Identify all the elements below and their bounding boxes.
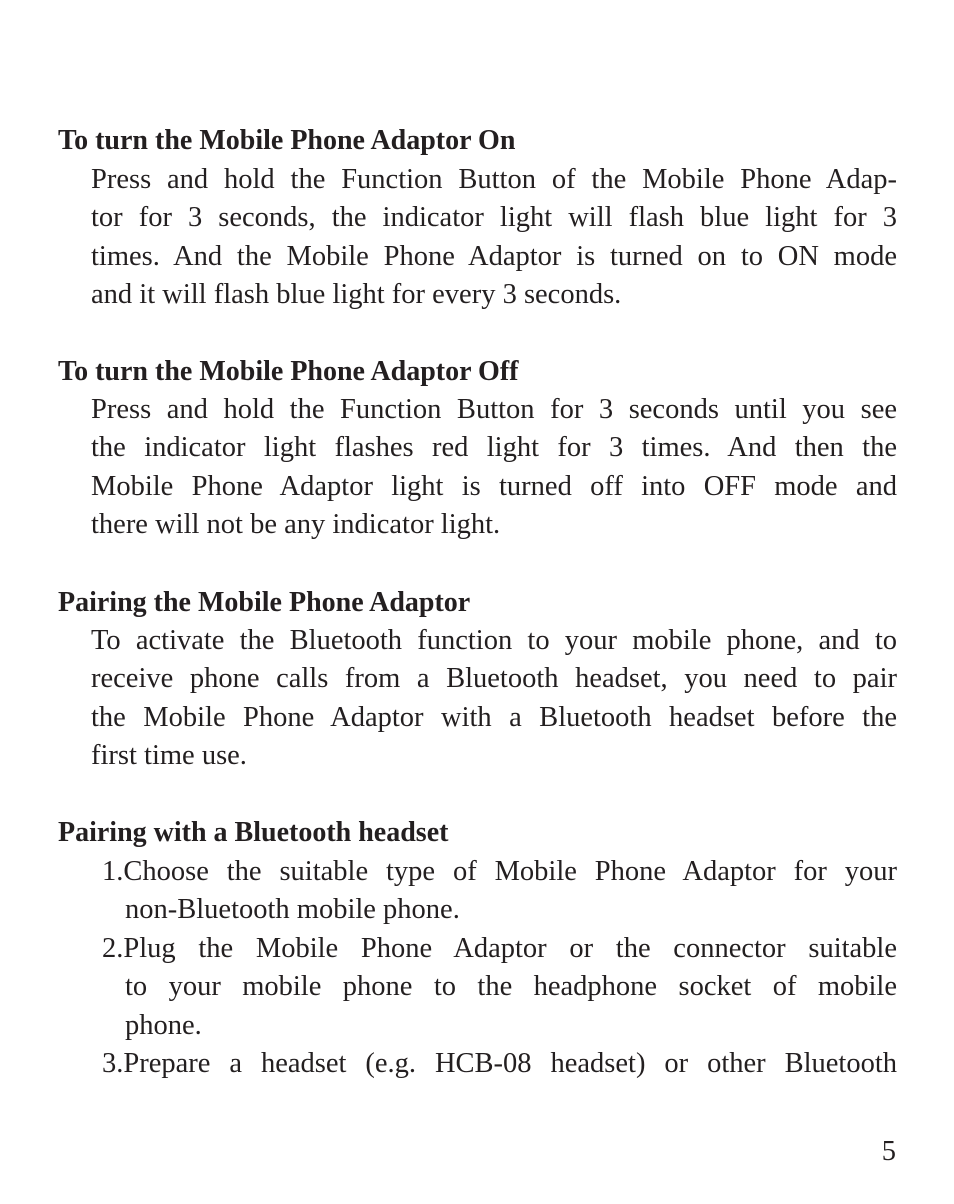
body-line: Mobile Phone Adaptor light is turned off into OFF mode and [91,470,897,502]
list-line: to your mobile phone to the headphone socket of mobile [125,971,897,1003]
body-line: tor for 3 seconds, the indicator light will flash blue light for 3 [91,202,897,234]
page-number: 5 [881,1136,896,1167]
body-line: Press and hold the Function Button of the Mobile Phone Adap- [91,164,897,195]
body-line: the indicator light flashes red light for 3 times. And then the [91,432,897,464]
section-body-pairing-adaptor [91,622,897,776]
pairing-steps-list [102,853,897,1083]
section-heading-turn-on: To turn the Mobile Phone Adaptor On [58,125,516,156]
body-line: times. And the Mobile Phone Adaptor is turned on to ON mode [91,240,897,272]
section-heading-pairing-headset: Pairing with a Bluetooth headset [58,817,449,848]
list-line: 3.Prepare a headset (e.g. HCB-08 headset) or other Bluetooth [102,1047,897,1079]
list-line: 1.Choose the suitable type of Mobile Phone Adaptor for your [102,856,897,887]
body-line: there will not be any indicator light. [91,509,501,541]
section-body-turn-off [91,391,897,545]
list-item [102,930,897,1045]
section-body-turn-on [91,161,897,315]
section-heading-pairing-adaptor: Pairing the Mobile Phone Adaptor [58,587,471,618]
body-line: and it will flash blue light for every 3 seconds. [91,279,622,311]
list-line: non-Bluetooth mobile phone. [125,894,460,926]
list-line: 2.Plug the Mobile Phone Adaptor or the connector suitable [102,932,897,964]
list-item [102,853,897,930]
body-line: first time use. [91,740,247,772]
section-heading-turn-off: To turn the Mobile Phone Adaptor Off [58,356,519,387]
list-item [102,1045,897,1083]
body-line: the Mobile Phone Adaptor with a Bluetooth headset before the [91,701,897,733]
body-line: Press and hold the Function Button for 3 seconds until you see [91,394,897,425]
body-line: To activate the Bluetooth function to your mobile phone, and to [91,625,897,656]
list-line: phone. [125,1009,202,1041]
body-line: receive phone calls from a Bluetooth headset, you need to pair [91,663,897,695]
